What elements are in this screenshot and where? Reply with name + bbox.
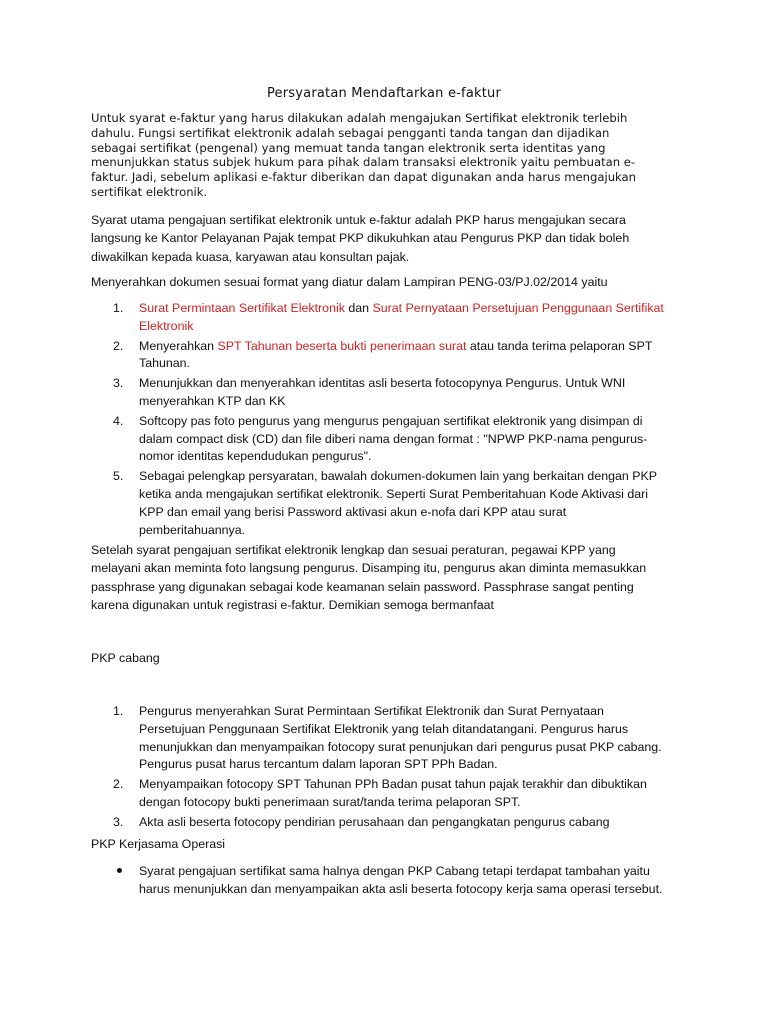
heading-pkp-cabang: PKP cabang (91, 651, 160, 665)
list-item (113, 468, 673, 539)
list-item (113, 814, 673, 832)
list-number: 2. (113, 777, 124, 792)
list-number: 3. (113, 814, 124, 829)
list-item-text: dan (344, 301, 373, 315)
heading-pkp-kerjasama-operasi: PKP Kerjasama Operasi (91, 837, 226, 851)
list-number: 1. (113, 301, 124, 315)
list-item-text: Menyerahkan (139, 338, 218, 353)
intro-paragraph: Untuk syarat e-faktur yang harus dilakukan adalah mengajukan Sertifikat elektronik terlebih dahulu. Fungsi sertifikat elektronik adalah sebagai pengganti tanda tangan dan dijadikan sebagai sertifikat (pengenal) yang memuat tanda tangan elektronik serta identitas yang menunjukkan status subjek hukum para pihak dalam transaksi elektronik yaitu pembuatan e-faktur. Jadi, sebelum aplikasi e-faktur diberikan dan dapat digunakan anda harus mengajukan sertifikat elektronik. (91, 111, 637, 199)
list-item (113, 413, 673, 466)
red-highlight-text: SPT Tahunan beserta bukti penerimaan surat (217, 338, 467, 353)
cabang-requirements-list (113, 703, 673, 834)
requirements-list (113, 300, 673, 541)
list-number: 4. (113, 413, 124, 428)
list-item-text: Menunjukkan dan menyerahkan identitas asli beserta fotocopynya Pengurus. Untuk WNI menyerahkan KTP dan KK (139, 376, 626, 408)
list-item-text: Pengurus menyerahkan Surat Permintaan Sertifikat Elektronik dan Surat Pernyataan Persetujuan Penggunaan Sertifikat Elektronik yang telah ditandatangani. Pengurus harus menunjukkan dan menyampaikan fotocopy surat penunjukan dari pengurus pusat PKP cabang. Pengurus pusat harus tercantum dalam laporan SPT PPh Badan. (139, 704, 662, 772)
bullet-text: Syarat pengajuan sertifikat sama halnya dengan PKP Cabang tetapi terdapat tambahan yaitu harus menunjukkan dan menyampaikan akta asli beserta fotocopy kerja sama operasi tersebut. (139, 864, 663, 897)
kso-bullet-list (113, 862, 673, 899)
list-item (113, 300, 673, 336)
list-item-text: atau tanda terima pelaporan SPT Tahunan. (139, 338, 653, 371)
document-title: Persyaratan Mendaftarkan e-faktur (266, 86, 501, 101)
list-item-text: Softcopy pas foto pengurus yang mengurus pengajuan sertifikat elektronik yang disimpan di dalam compact disk (CD) dan file diberi nama dengan format : "NPWP PKP-nama pengurus-nomor identitas kependudukan pengurus". (139, 413, 648, 464)
main-requirement-paragraph: Syarat utama pengajuan sertifikat elektronik untuk e-faktur adalah PKP harus mengajukan secara langsung ke Kantor Pelayanan Pajak tempat PKP dikukuhkan atau Pengurus PKP dan tidak boleh diwakilkan kepada kuasa, karyawan atau konsultan pajak. (91, 213, 630, 264)
list-item (113, 776, 673, 812)
list-number: 2. (113, 338, 124, 353)
red-highlight-text: Surat Pernyataan Persetujuan Penggunaan Sertifikat Elektronik (139, 301, 664, 333)
list-item (113, 338, 673, 374)
list-item (113, 703, 673, 774)
list-number: 1. (113, 704, 124, 718)
bullet-icon (117, 868, 122, 873)
list-number: 5. (113, 469, 124, 484)
list-item-text: Sebagai pelengkap persyaratan, bawalah dokumen-dokumen lain yang berkaitan dengan PKP ketika anda mengajukan sertifikat elektronik. Seperti Surat Pemberitahuan Kode Aktivasi dari KPP dan email yang berisi Password aktivasi akun e-nofa dari KPP atau surat pemberitahuannya. (139, 469, 657, 537)
red-highlight-text: Surat Permintaan Sertifikat Elektronik (139, 301, 345, 315)
documents-intro-paragraph: Menyerahkan dokumen sesuai format yang diatur dalam Lampiran PENG-03/PJ.02/2014 yaitu (91, 275, 608, 289)
list-item-text: Akta asli beserta fotocopy pendirian perusahaan dan pengangkatan pengurus cabang (139, 814, 610, 829)
list-item (113, 375, 673, 411)
bullet-item (113, 862, 673, 899)
list-item-text: Menyampaikan fotocopy SPT Tahunan PPh Badan pusat tahun pajak terakhir dan dibuktikan dengan fotocopy bukti penerimaan surat/tanda terima pelaporan SPT. (139, 777, 647, 809)
list-number: 3. (113, 376, 124, 391)
closing-paragraph: Setelah syarat pengajuan sertifikat elektronik lengkap dan sesuai peraturan, pegawai KPP yang melayani akan meminta foto langsung pengurus. Disamping itu, pengurus akan diminta memasukkan passphrase yang digunakan sebagai kode keamanan selain password. Passphrase sangat penting karena digunakan untuk registrasi e-faktur. Demikian semoga bermanfaat (91, 543, 647, 613)
